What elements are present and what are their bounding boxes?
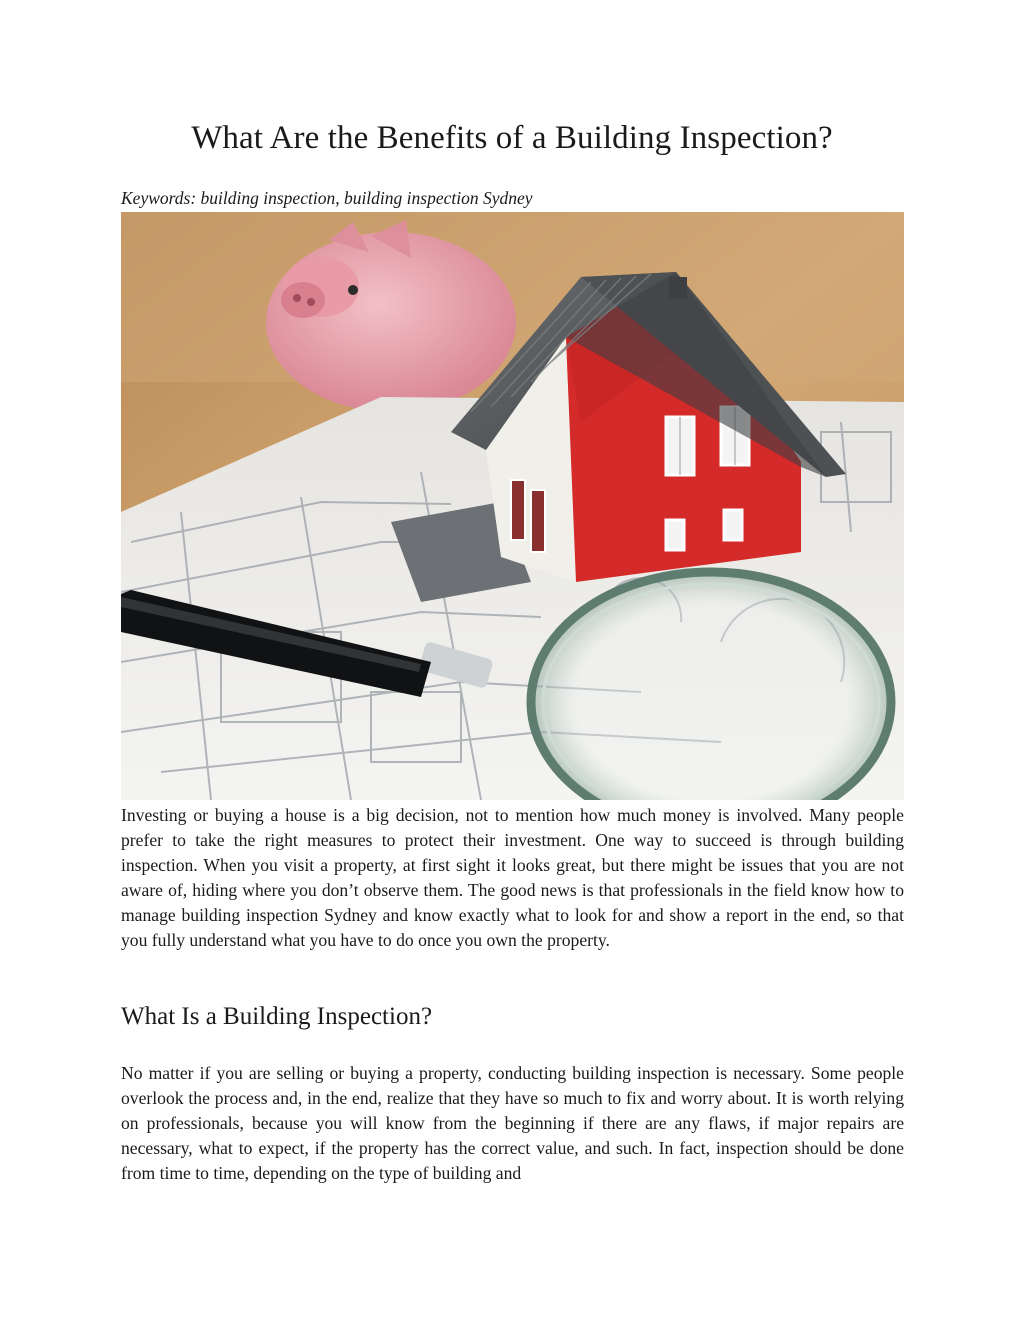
body-paragraph: No matter if you are selling or buying a property, conducting building inspection is necessary. Some people overlook the process and, in the end, realize that they have so much to fix and worry about. It is worth relying on professionals, because you will know from the beginning if there are any flaws, if major repairs are necessary, what to expect, if the property has the correct value, and such. In fact, inspection should be done from time to time, depending on the type of building and — [121, 1063, 904, 1183]
section-heading: What Is a Building Inspection? — [121, 1003, 433, 1030]
house-model-illustration — [121, 212, 904, 800]
hero-image — [121, 212, 904, 800]
page-title: What Are the Benefits of a Building Inspection? — [191, 120, 833, 156]
intro-paragraph: Investing or buying a house is a big decision, not to mention how much money is involved. Many people prefer to take the right measures to protect their investment. One way to succeed is through building inspection. When you visit a property, at first sight it looks great, but there might be issues that you are not aware of, hiding where you don’t observe them. The good news is that professionals in the field know how to manage building inspection Sydney and know exactly what to look for and show a report in the end, so that you fully understand what you have to do once you own the property. — [121, 805, 904, 950]
keywords-line: Keywords: building inspection, building inspection Sydney — [121, 188, 533, 208]
